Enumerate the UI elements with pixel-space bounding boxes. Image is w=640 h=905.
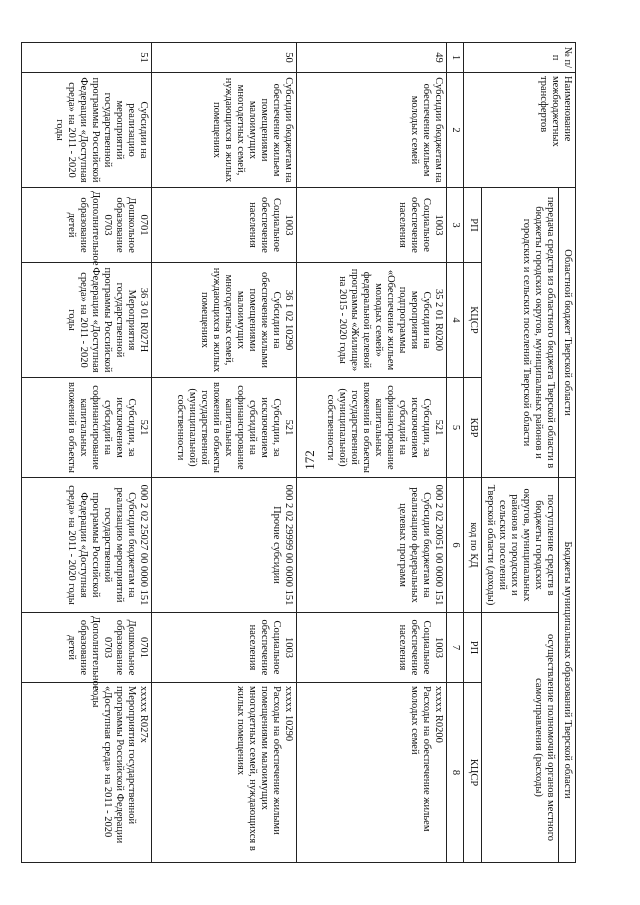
row-kvr: 521 Субсидии, за исключением субсидий на софинансирование капитальных вложений в объекты государственной (муниципальной) собственности — [152, 378, 297, 478]
header-kvr: КВР — [464, 378, 481, 478]
col-num: 6 — [447, 478, 464, 613]
header-municipal-expense: осуществление полномочий органов местного самоуправления (расходы) — [481, 613, 558, 863]
col-num: 2 — [447, 73, 464, 188]
row-kvr: 521 Субсидии, за исключением субсидий на софинансирование капитальных вложений в объекты государственной (муниципальной) собственности — [297, 378, 447, 478]
header-regional-budget: Областной бюджет Тверской области — [558, 188, 575, 478]
row-rp2: 1003 Социальное обеспечение населения — [297, 613, 447, 683]
page-number: 172 — [301, 450, 317, 470]
table-row — [152, 43, 297, 863]
row-num: 51 — [22, 43, 152, 73]
col-num: 5 — [447, 378, 464, 478]
row-rp: 1003 Социальное обеспечение населения — [297, 188, 447, 263]
row-kcsr: 35 2 01 R0200 Субсидии на мероприятия подпрограммы «Обеспечение жильем молодых семей» федеральной целевой программы «Жилище» на 2015 - 2020 годы — [297, 263, 447, 378]
col-num: 3 — [447, 188, 464, 263]
header-row-1 — [558, 43, 575, 863]
col-num: 8 — [447, 683, 464, 863]
row-name: Субсидии бюджетам на обеспечение жильем помещениями малоимущих многодетных семей, нуждающихся в жилых помещениях — [152, 73, 297, 188]
row-rp2: 1003 Социальное обеспечение населения — [152, 613, 297, 683]
row-kcsr2: ххххх R0200 Расходы на обеспечение жильем молодых семей — [297, 683, 447, 863]
header-rp2: РП — [464, 613, 481, 683]
transfers-table — [21, 42, 576, 863]
header-kcsr2: КЦСР — [464, 683, 481, 863]
row-kcsr2: ххххх 10290 Расходы на обеспечение жилыми помещениями малоимущих многодетных семей, нуждающихся в жилых помещениях — [152, 683, 297, 863]
header-kd: код по КД — [464, 478, 481, 613]
table-row — [297, 43, 447, 863]
row-name: Субсидии бюджетам на обеспечение жильем молодых семей — [297, 73, 447, 188]
row-kcsr: 36 1 02 10290 Субсидии на обеспечение жилыми помещениями малоимущих многодетных семей, нуждающихся в жилых помещениях — [152, 263, 297, 378]
table-row — [22, 43, 152, 863]
header-rp: РП — [464, 188, 481, 263]
row-kcsr2: ххххх R027х Мероприятия государственной программы Российской Федерации «Доступная среда» на 2011 - 2020 годы — [22, 683, 152, 863]
col-num: 4 — [447, 263, 464, 378]
header-num: № п/п — [464, 43, 576, 73]
header-municipal-budgets: Бюджеты муниципальных образований Тверской области — [558, 478, 575, 863]
row-rp: 1003 Социальное обеспечение населения — [152, 188, 297, 263]
rotated-table-container — [56, 42, 576, 862]
row-kcsr: 36 3 01 R027H Мероприятия государственной программы Российской Федерации «Доступная среда» на 2011 - 2020 годы — [22, 263, 152, 378]
col-num: 1 — [447, 43, 464, 73]
header-kcsr: КЦСР — [464, 263, 481, 378]
header-regional-desc: передача средств из областного бюджета Тверской области в бюджеты городских округов, муниципальных районов и городских и сельских поселений Тверской области — [481, 188, 558, 478]
row-rp2: 0701 Дошкольное образование 0703 Дополнительное образование детей — [22, 613, 152, 683]
row-kd: 000 2 02 29999 00 0000 151 Прочие субсидии — [152, 478, 297, 613]
header-name: Наименование межбюджетных трансфертов — [464, 73, 576, 188]
column-number-row — [447, 43, 464, 863]
row-num: 50 — [152, 43, 297, 73]
row-kd: 000 2 02 25027 00 0000 151 Субсидии бюджетам на реализацию мероприятий государственной программы Российской Федерации «Доступная среда» на 2011 - 2020 годы — [22, 478, 152, 613]
row-num: 49 — [297, 43, 447, 73]
col-num: 7 — [447, 613, 464, 683]
row-kd: 000 2 02 20051 00 0000 151 Субсидии бюджетам на реализацию федеральных целевых программ — [297, 478, 447, 613]
row-name: Субсидии на реализацию мероприятий государственной программы Российской Федерации «Доступная среда» на 2011 - 2020 годы — [22, 73, 152, 188]
row-kvr: 521 Субсидии, за исключением субсидий на софинансирование капитальных вложений в объекты — [22, 378, 152, 478]
header-municipal-income: поступление средств в бюджеты городских округов, муниципальных районов и городских и сельских поселений Тверской области (доходы) — [481, 478, 558, 613]
row-rp: 0701 Дошкольное образование 0703 Дополнительное образование детей — [22, 188, 152, 263]
